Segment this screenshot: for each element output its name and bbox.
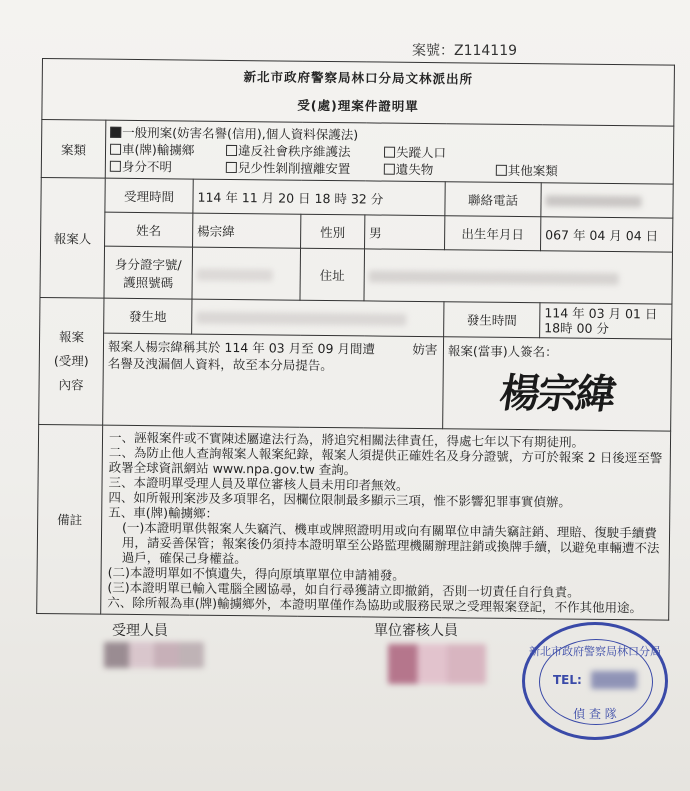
category-option: 身分不明: [121, 158, 172, 175]
case-section-label-line-2: (受理): [53, 353, 89, 369]
note-line: 四、如所報刑案涉及多項罪名，因欄位限制最多顯示三項，惟不影響犯罪事實偵辦。: [108, 489, 571, 510]
form-title: [42, 59, 675, 127]
note-line: 二、為防止他人查詢報案人報案紀錄，報案人須提供正確姓名及身分證號，方可於報案 2 日後逕至警政署全球資訊網站 www.npa.gov.tw 查詢。: [108, 444, 663, 478]
id-value-redacted: [192, 247, 301, 300]
phone-label: 聯絡電話: [445, 182, 541, 217]
category-option: 兒少性剝削擅離安置: [237, 160, 351, 177]
category-option: 車(牌)輸擄鄉: [121, 141, 195, 158]
stamp-tel-redacted: [591, 671, 637, 689]
id-label-line-2: 護照號碼: [123, 274, 174, 290]
case-number: 案號：Z114119: [412, 43, 518, 59]
stamp-bottom-text: 偵 查 隊: [573, 707, 617, 721]
id-label: [104, 246, 193, 299]
category-checked-option: 一般刑案(妨害名譽(信用),個人資料保護法): [122, 124, 359, 143]
occur-time-line-1: 114 年 03 月 01 日: [544, 305, 658, 322]
reporter-section-label: 報案人: [40, 177, 105, 298]
address-value-redacted: [364, 249, 673, 304]
checkbox[interactable]: [110, 161, 121, 172]
title-line-2: 受(處)理案件證明單: [297, 97, 419, 114]
case-section-label: [39, 297, 104, 425]
title-line-1: 新北市政府警察局林口分局文林派出所: [243, 69, 474, 87]
category-options: [105, 120, 674, 184]
checkbox[interactable]: [226, 162, 237, 173]
note-line: 一、誣報案件或不實陳述屬違法行為，將追究相關法律責任，得處七年以下有期徒刑。: [108, 429, 585, 450]
note-line: (三)本證明單已輸入電腦全國協尋，如自行尋獲請立即撤銷，否則一切責任自行負責。: [107, 579, 580, 600]
police-seal-stamp: [522, 622, 668, 740]
note-line: (二)本證明單如不慎遺失，得向原填單單位申請補發。: [107, 564, 405, 583]
gender-label: 性別: [301, 214, 365, 249]
checkbox[interactable]: [384, 147, 395, 158]
notes-content: [101, 425, 671, 620]
signature-label: 報案(當事)人簽名：: [447, 343, 558, 360]
receive-time-value: 114 年 11 月 20 日 18 時 32 分: [193, 179, 445, 216]
case-content-text: 報案人楊宗緯稱其於 114 年 03 月至 09 月間遭 妨害名譽及洩漏個人資料，故至本分局提告。: [107, 338, 438, 374]
checkbox[interactable]: [384, 164, 395, 175]
occur-time-line-2: 18時 00 分: [544, 320, 610, 336]
checkbox[interactable]: [110, 144, 121, 155]
category-option: 失蹤人口: [395, 144, 447, 161]
name-value: 楊宗緯: [193, 213, 301, 248]
category-option: 遺失物: [395, 161, 434, 178]
note-line: 六、除所報為車(牌)輸擄鄉外，本證明單僅作為協助或服務民眾之受理報案登記，不作其他用途。: [107, 594, 643, 616]
case-content: [103, 333, 444, 429]
phone-value-redacted: [541, 183, 673, 218]
notes-label: 備註: [37, 424, 103, 614]
id-label-line-1: 身分證字號/: [114, 256, 182, 272]
birth-value: 067 年 04 月 04 日: [541, 217, 673, 252]
handwritten-signature: 楊宗緯: [496, 369, 618, 418]
checkbox[interactable]: [226, 145, 237, 156]
stamp-tel-text: TEL:: [553, 673, 582, 687]
reviewer-label: 單位審核人員: [374, 623, 458, 639]
category-option: 違反社會秩序維護法: [237, 143, 351, 160]
occur-time-label: 發生時間: [444, 302, 540, 338]
category-label: 案類: [41, 120, 106, 179]
receiver-label: 受理人員: [112, 623, 168, 639]
gender-value: 男: [365, 215, 445, 250]
certificate-form: [36, 58, 675, 621]
signature-box: [443, 337, 672, 431]
note-line: 五、車(牌)輸擄鄉：: [108, 504, 219, 521]
birth-label: 出生年月日: [445, 216, 541, 251]
receive-time-label: 受理時間: [105, 178, 193, 213]
case-section-label-line-1: 報案: [58, 329, 85, 345]
receiver-stamp-redacted: [104, 642, 204, 668]
address-label: 住址: [300, 248, 365, 301]
note-line: (一)本證明單供報案人失竊汽、機車或牌照證明用或向有關單位申請失竊註銷、理賠、復駛手續費用，請妥善保管；報案後仍須持本證明單至公路監理機關辦理註銷或換牌手續，以避免車輛遭不法過戶，確保己身權益。: [121, 519, 660, 567]
place-value-redacted: [192, 299, 444, 337]
place-label: 發生地: [104, 298, 192, 334]
checkbox-checked[interactable]: [110, 127, 121, 138]
category-option: 其他案類: [507, 162, 558, 179]
name-label: 姓名: [105, 212, 193, 247]
note-line: 三、本證明單受理人員及單位審核人員未用印者無效。: [108, 474, 409, 493]
checkbox[interactable]: [496, 165, 507, 176]
case-section-label-line-3: 內容: [58, 377, 84, 393]
reviewer-stamp-redacted: [388, 644, 486, 684]
occur-time-value: [540, 303, 672, 339]
stamp-top-text: 新北市政府警察局林口分局: [529, 645, 661, 658]
